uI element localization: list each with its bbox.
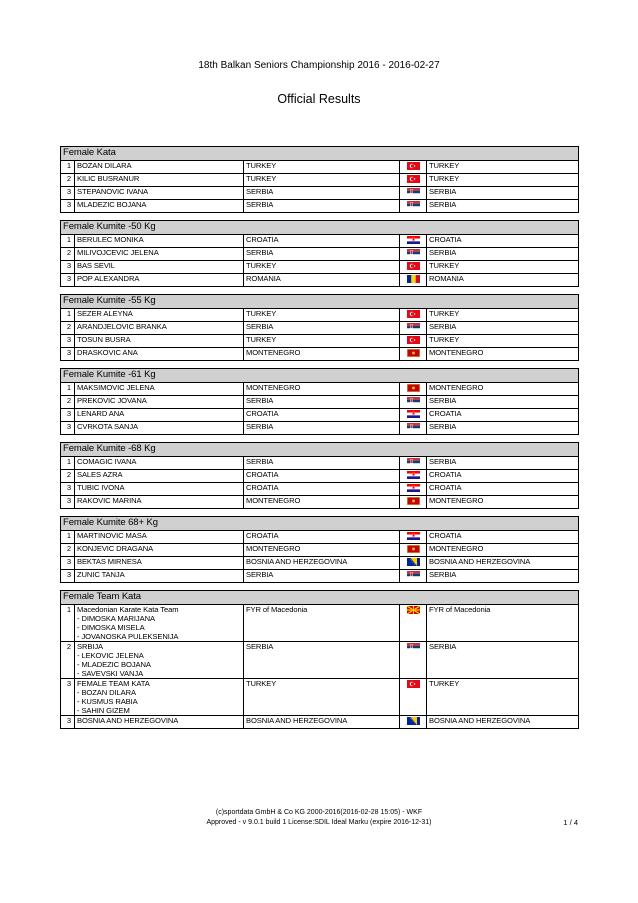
rank-cell: 2 <box>61 174 75 187</box>
category-title: Female Kumite -55 Kg <box>61 295 579 309</box>
result-row <box>61 200 579 213</box>
result-row <box>61 605 579 642</box>
team-member: - SAHIN GIZEM <box>77 706 130 715</box>
result-row <box>61 335 579 348</box>
rank-cell: 3 <box>61 483 75 496</box>
country-name-cell: BOSNIA AND HERZEGOVINA <box>427 716 579 729</box>
team-member: - LEKOVIC JELENA <box>77 651 144 660</box>
serbia-flag-icon <box>400 570 427 583</box>
serbia-flag-icon <box>400 322 427 335</box>
rank-cell: 3 <box>61 187 75 200</box>
rank-cell: 3 <box>61 274 75 287</box>
competitor-cell <box>75 383 244 396</box>
result-row <box>61 496 579 509</box>
competitor-cell <box>75 470 244 483</box>
competitor-name: ZUNIC TANJA <box>77 570 125 579</box>
serbia-flag-icon <box>400 187 427 200</box>
competitor-name: STEPANOVIC IVANA <box>77 187 149 196</box>
competitor-cell <box>75 679 244 716</box>
country-cell: FYR of Macedonia <box>244 605 400 642</box>
country-name-cell: SERBIA <box>427 570 579 583</box>
competitor-cell <box>75 248 244 261</box>
country-cell: BOSNIA AND HERZEGOVINA <box>244 716 400 729</box>
result-row <box>61 557 579 570</box>
rank-cell: 3 <box>61 716 75 729</box>
competitor-cell <box>75 200 244 213</box>
rank-cell: 2 <box>61 470 75 483</box>
competitor-cell <box>75 187 244 200</box>
category-header-row <box>61 221 579 235</box>
result-row <box>61 187 579 200</box>
country-cell: MONTENEGRO <box>244 496 400 509</box>
competitor-cell <box>75 570 244 583</box>
competitor-name: RAKOVIC MARINA <box>77 496 142 505</box>
country-name-cell: FYR of Macedonia <box>427 605 579 642</box>
croatia-flag-icon <box>400 531 427 544</box>
competitor-name: MILIVOJCEVIC JELENA <box>77 248 159 257</box>
competitor-name: COMAGIC IVANA <box>77 457 137 466</box>
category-header-row <box>61 147 579 161</box>
competitor-name: MLADEZIC BOJANA <box>77 200 147 209</box>
country-name-cell: CROATIA <box>427 531 579 544</box>
footer <box>0 808 638 828</box>
rank-cell: 3 <box>61 557 75 570</box>
country-name-cell: TURKEY <box>427 335 579 348</box>
country-cell: SERBIA <box>244 570 400 583</box>
result-row <box>61 309 579 322</box>
result-row <box>61 348 579 361</box>
category-header-row <box>61 295 579 309</box>
rank-cell: 2 <box>61 544 75 557</box>
montenegro-flag-icon <box>400 383 427 396</box>
result-row <box>61 248 579 261</box>
country-cell: SERBIA <box>244 248 400 261</box>
country-name-cell: SERBIA <box>427 422 579 435</box>
country-name-cell: ROMANIA <box>427 274 579 287</box>
country-name-cell: TURKEY <box>427 161 579 174</box>
macedonia-flag-icon <box>400 605 427 642</box>
croatia-flag-icon <box>400 483 427 496</box>
country-name-cell: SERBIA <box>427 200 579 213</box>
competitor-cell <box>75 409 244 422</box>
croatia-flag-icon <box>400 470 427 483</box>
competitor-cell <box>75 235 244 248</box>
result-row <box>61 457 579 470</box>
montenegro-flag-icon <box>400 348 427 361</box>
country-name-cell: TURKEY <box>427 309 579 322</box>
result-row <box>61 483 579 496</box>
rank-cell: 3 <box>61 335 75 348</box>
results-table-container <box>60 146 578 729</box>
country-cell: SERBIA <box>244 422 400 435</box>
serbia-flag-icon <box>400 396 427 409</box>
category-title: Female Kumite -50 Kg <box>61 221 579 235</box>
bosnia-flag-icon <box>400 716 427 729</box>
competitor-name: SALES AZRA <box>77 470 123 479</box>
competitor-name: KONJEVIC DRAGANA <box>77 544 154 553</box>
competitor-name: TUBIC IVONA <box>77 483 125 492</box>
competitor-cell <box>75 557 244 570</box>
competitor-name: MAKSIMOVIC JELENA <box>77 383 155 392</box>
country-cell: SERBIA <box>244 322 400 335</box>
country-name-cell: MONTENEGRO <box>427 544 579 557</box>
result-row <box>61 470 579 483</box>
country-name-cell: CROATIA <box>427 470 579 483</box>
country-name-cell: SERBIA <box>427 322 579 335</box>
result-row <box>61 531 579 544</box>
country-name-cell: MONTENEGRO <box>427 383 579 396</box>
country-cell: MONTENEGRO <box>244 383 400 396</box>
competitor-name: TOSUN BUSRA <box>77 335 131 344</box>
romania-flag-icon <box>400 274 427 287</box>
rank-cell: 1 <box>61 383 75 396</box>
rank-cell: 3 <box>61 348 75 361</box>
country-cell: TURKEY <box>244 174 400 187</box>
rank-cell: 2 <box>61 322 75 335</box>
country-name-cell: SERBIA <box>427 248 579 261</box>
rank-cell: 1 <box>61 457 75 470</box>
rank-cell: 2 <box>61 396 75 409</box>
competitor-name: SEZER ALEYNA <box>77 309 133 318</box>
country-cell: TURKEY <box>244 161 400 174</box>
rank-cell: 3 <box>61 409 75 422</box>
turkey-flag-icon <box>400 174 427 187</box>
competitor-cell <box>75 531 244 544</box>
team-member: - SAVEVSKI VANJA <box>77 669 144 678</box>
category-header-row <box>61 443 579 457</box>
category-title: Female Kumite -61 Kg <box>61 369 579 383</box>
country-name-cell: BOSNIA AND HERZEGOVINA <box>427 557 579 570</box>
country-name-cell: TURKEY <box>427 679 579 716</box>
competitor-cell <box>75 261 244 274</box>
montenegro-flag-icon <box>400 496 427 509</box>
competitor-name: CVRKOTA SANJA <box>77 422 139 431</box>
country-cell: MONTENEGRO <box>244 348 400 361</box>
competitor-name: Macedonian Karate Kata Team <box>77 605 179 614</box>
rank-cell: 3 <box>61 570 75 583</box>
country-cell: CROATIA <box>244 235 400 248</box>
competitor-name: POP ALEXANDRA <box>77 274 140 283</box>
competitor-cell <box>75 605 244 642</box>
competitor-name: MARTINOVIC MASA <box>77 531 147 540</box>
result-row <box>61 235 579 248</box>
document-title: 18th Balkan Seniors Championship 2016 - 2016-02-27 <box>198 60 440 71</box>
competitor-cell <box>75 396 244 409</box>
team-member: - MLADEZIC BOJANA <box>77 660 151 669</box>
country-name-cell: SERBIA <box>427 396 579 409</box>
team-member: - JOVANOSKA PULEKSENIJA <box>77 632 179 641</box>
rank-cell: 3 <box>61 422 75 435</box>
country-cell: SERBIA <box>244 396 400 409</box>
result-row <box>61 409 579 422</box>
bosnia-flag-icon <box>400 557 427 570</box>
turkey-flag-icon <box>400 261 427 274</box>
country-cell: TURKEY <box>244 261 400 274</box>
country-cell: SERBIA <box>244 457 400 470</box>
result-row <box>61 161 579 174</box>
country-cell: CROATIA <box>244 470 400 483</box>
document-subtitle: Official Results <box>277 92 361 106</box>
footer-copyright: (c)sportdata GmbH & Co KG 2000-2016(2016-02-28 15:05) - WKF <box>215 809 423 816</box>
turkey-flag-icon <box>400 309 427 322</box>
result-row <box>61 383 579 396</box>
result-row <box>61 642 579 679</box>
competitor-name: KILIC BUSRANUR <box>77 174 140 183</box>
result-row <box>61 679 579 716</box>
serbia-flag-icon <box>400 200 427 213</box>
team-member: - DIMOSKA MISELA <box>77 623 145 632</box>
country-cell: MONTENEGRO <box>244 544 400 557</box>
country-name-cell: SERBIA <box>427 457 579 470</box>
serbia-flag-icon <box>400 457 427 470</box>
rank-cell: 2 <box>61 248 75 261</box>
country-name-cell: MONTENEGRO <box>427 348 579 361</box>
competitor-cell <box>75 161 244 174</box>
serbia-flag-icon <box>400 248 427 261</box>
croatia-flag-icon <box>400 235 427 248</box>
result-row <box>61 322 579 335</box>
result-row <box>61 422 579 435</box>
country-cell: CROATIA <box>244 483 400 496</box>
country-name-cell: TURKEY <box>427 261 579 274</box>
croatia-flag-icon <box>400 409 427 422</box>
competitor-cell <box>75 348 244 361</box>
competitor-cell <box>75 642 244 679</box>
category-header-row <box>61 591 579 605</box>
rank-cell: 3 <box>61 200 75 213</box>
competitor-cell <box>75 335 244 348</box>
competitor-cell <box>75 496 244 509</box>
country-cell: ROMANIA <box>244 274 400 287</box>
rank-cell: 2 <box>61 642 75 679</box>
competitor-cell <box>75 174 244 187</box>
category-title: Female Kumite 68+ Kg <box>61 517 579 531</box>
competitor-name: BOSNIA AND HERZEGOVINA <box>77 716 179 725</box>
category-header-row <box>61 369 579 383</box>
competitor-name: BERULEC MONIKA <box>77 235 144 244</box>
competitor-name: BEKTAS MIRNESA <box>77 557 142 566</box>
category-title: Female Kumite -68 Kg <box>61 443 579 457</box>
turkey-flag-icon <box>400 335 427 348</box>
country-name-cell: CROATIA <box>427 483 579 496</box>
competitor-name: BOZAN DILARA <box>77 161 132 170</box>
result-row <box>61 396 579 409</box>
competitor-name: SRBIJA <box>77 642 103 651</box>
country-cell: CROATIA <box>244 531 400 544</box>
result-row <box>61 570 579 583</box>
competitor-cell <box>75 457 244 470</box>
team-member: - KUSMUS RABIA <box>77 697 138 706</box>
result-row <box>61 261 579 274</box>
competitor-cell <box>75 483 244 496</box>
competitor-cell <box>75 322 244 335</box>
country-cell: TURKEY <box>244 309 400 322</box>
turkey-flag-icon <box>400 161 427 174</box>
rank-cell: 3 <box>61 679 75 716</box>
competitor-cell <box>75 309 244 322</box>
country-cell: SERBIA <box>244 187 400 200</box>
results-table <box>60 146 579 729</box>
country-name-cell: SERBIA <box>427 187 579 200</box>
result-row <box>61 544 579 557</box>
rank-cell: 1 <box>61 161 75 174</box>
rank-cell: 1 <box>61 309 75 322</box>
result-row <box>61 716 579 729</box>
competitor-cell <box>75 716 244 729</box>
country-name-cell: TURKEY <box>427 174 579 187</box>
competitor-name: DRASKOVIC ANA <box>77 348 138 357</box>
rank-cell: 3 <box>61 496 75 509</box>
country-name-cell: CROATIA <box>427 409 579 422</box>
country-cell: TURKEY <box>244 679 400 716</box>
result-row <box>61 174 579 187</box>
category-header-row <box>61 517 579 531</box>
team-member: - BOZAN DILARA <box>77 688 136 697</box>
competitor-cell <box>75 544 244 557</box>
country-name-cell: MONTENEGRO <box>427 496 579 509</box>
team-member: - DIMOSKA MARIJANA <box>77 614 155 623</box>
country-cell: TURKEY <box>244 335 400 348</box>
competitor-name: ARANDJELOVIC BRANKA <box>77 322 167 331</box>
country-cell: CROATIA <box>244 409 400 422</box>
competitor-name: BAS SEVIL <box>77 261 115 270</box>
montenegro-flag-icon <box>400 544 427 557</box>
category-title: Female Kata <box>61 147 579 161</box>
competitor-cell <box>75 274 244 287</box>
footer-license: Approved - v 9.0.1 build 1 License:SDIL Ideal Marku (expire 2016-12-31) <box>206 819 432 826</box>
serbia-flag-icon <box>400 642 427 679</box>
rank-cell: 1 <box>61 531 75 544</box>
country-cell: BOSNIA AND HERZEGOVINA <box>244 557 400 570</box>
serbia-flag-icon <box>400 422 427 435</box>
country-name-cell: CROATIA <box>427 235 579 248</box>
competitor-name: FEMALE TEAM KATA <box>77 679 150 688</box>
turkey-flag-icon <box>400 679 427 716</box>
rank-cell: 1 <box>61 235 75 248</box>
page-number: 1 / 4 <box>563 818 578 827</box>
category-title: Female Team Kata <box>61 591 579 605</box>
competitor-cell <box>75 422 244 435</box>
competitor-name: LENARD ANA <box>77 409 125 418</box>
rank-cell: 3 <box>61 261 75 274</box>
result-row <box>61 274 579 287</box>
competitor-name: PREKOVIC JOVANA <box>77 396 147 405</box>
country-cell: SERBIA <box>244 200 400 213</box>
rank-cell: 1 <box>61 605 75 642</box>
country-cell: SERBIA <box>244 642 400 679</box>
country-name-cell: SERBIA <box>427 642 579 679</box>
